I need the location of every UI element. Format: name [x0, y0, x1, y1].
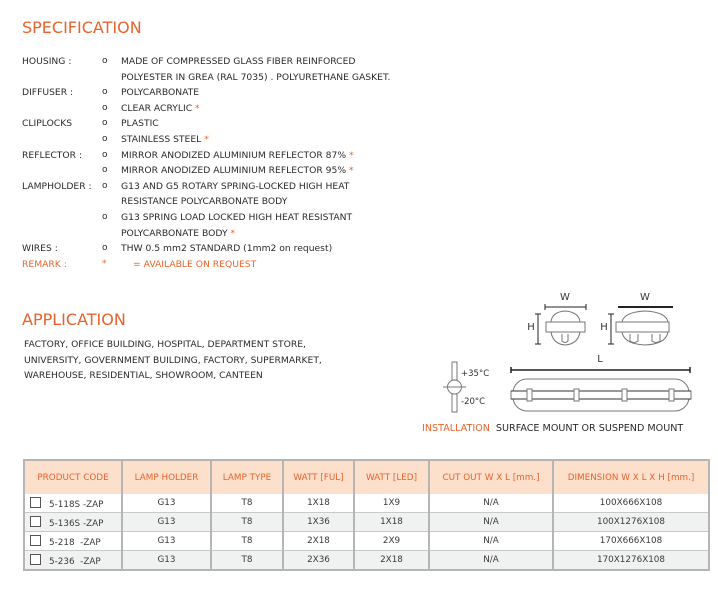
- dimension-cell: 170X1276X108: [553, 551, 709, 571]
- spec-label: REFLECTOR :: [22, 149, 83, 161]
- bullet-icon: o: [102, 118, 108, 129]
- spec-text: G13 AND G5 ROTARY SPRING-LOCKED HIGH HEAT: [121, 180, 350, 192]
- width-label: W: [640, 292, 650, 303]
- remark-text: = AVAILABLE ON REQUEST: [133, 258, 257, 270]
- installation-label: INSTALLATION: [422, 423, 490, 434]
- length-label: L: [597, 354, 603, 365]
- lamp-holder-cell: G13: [122, 551, 211, 571]
- row-checkbox[interactable]: [30, 497, 41, 508]
- watt-led-cell: 2X9: [354, 532, 429, 551]
- spec-label: DIFFUSER :: [22, 87, 74, 99]
- fixture-length-view-icon: [511, 367, 691, 411]
- spec-text: POLYESTER IN GREA (RAL 7035) . POLYURETHANE GASKET.: [121, 71, 391, 83]
- spec-label: CLIPLOCKS: [22, 118, 73, 130]
- cut-out-cell: N/A: [429, 532, 553, 551]
- asterisk: *: [204, 133, 209, 145]
- watt-ful-cell: 1X18: [283, 494, 354, 513]
- lamp-type-cell: T8: [211, 513, 283, 532]
- spec-label: HOUSING :: [22, 56, 72, 67]
- asterisk: *: [230, 227, 236, 239]
- remark-label: REMARK :: [22, 258, 67, 270]
- asterisk: *: [195, 102, 200, 114]
- lamp-type-cell: T8: [211, 532, 283, 551]
- lamp-holder-cell: G13: [122, 494, 211, 513]
- bullet-icon: o: [102, 87, 108, 98]
- watt-led-cell: 1X9: [354, 494, 429, 513]
- col-dimension: DIMENSION W X L X H [mm.]: [553, 460, 709, 494]
- table-header-row: [24, 460, 709, 494]
- spec-text: MADE OF COMPRESSED GLASS FIBER REINFORCED: [121, 56, 356, 67]
- spec-text: STAINLESS STEEL: [121, 133, 202, 145]
- spec-text: MIRROR ANODIZED ALUMINIUM REFLECTOR 95%: [121, 165, 347, 177]
- col-watt-ful: WATT [FUL]: [283, 460, 354, 494]
- dimension-cell: 170X666X108: [553, 532, 709, 551]
- product-code: 5-136S -ZAP: [49, 518, 104, 529]
- bullet-icon: o: [102, 102, 108, 113]
- product-code: 5-218 -ZAP: [49, 537, 101, 548]
- spec-text: RESISTANCE POLYCARBONATE BODY: [121, 196, 288, 208]
- watt-ful-cell: 1X36: [283, 513, 354, 532]
- installation-info: [422, 423, 683, 434]
- watt-ful-cell: 2X36: [283, 551, 354, 571]
- single-lamp-section-icon: [535, 304, 586, 345]
- max-temperature: +35°C: [461, 369, 490, 379]
- height-label: H: [527, 322, 535, 333]
- bullet-icon: o: [102, 211, 108, 222]
- spec-text: POLYCARBONATE: [121, 87, 200, 99]
- col-lamp-holder: LAMP HOLDER: [122, 460, 211, 494]
- spec-text: THW 0.5 mm2 STANDARD (1mm2 on request): [121, 243, 333, 255]
- spec-text: MIRROR ANODIZED ALUMINIUM REFLECTOR 87%: [121, 149, 347, 161]
- table-row: [24, 551, 709, 571]
- col-watt-led: WATT [LED]: [354, 460, 429, 494]
- application-line: WAREHOUSE, RESIDENTIAL, SHOWROOM, CANTEEN: [24, 370, 263, 382]
- watt-led-cell: 1X18: [354, 513, 429, 532]
- dimension-cell: 100X666X108: [553, 494, 709, 513]
- specification-title: SPECIFICATION: [22, 18, 142, 37]
- asterisk: *: [348, 149, 354, 161]
- bullet-icon: o: [102, 149, 108, 160]
- col-cut-out: CUT OUT W X L [mm.]: [429, 460, 553, 494]
- watt-led-cell: 2X18: [354, 551, 429, 571]
- spec-text: PLASTIC: [121, 118, 159, 130]
- product-code-cell: [24, 551, 122, 571]
- row-checkbox[interactable]: [30, 516, 41, 527]
- application-title: APPLICATION: [22, 310, 126, 329]
- bullet-icon: o: [102, 133, 108, 144]
- product-code: 5-118S -ZAP: [49, 499, 104, 510]
- spec-text: G13 SPRING LOAD LOCKED HIGH HEAT RESISTANT: [121, 211, 353, 223]
- installation-value: SURFACE MOUNT OR SUSPEND MOUNT: [495, 423, 684, 434]
- product-code-cell: [24, 532, 122, 551]
- product-code-cell: [24, 513, 122, 532]
- asterisk: *: [348, 165, 354, 177]
- product-code: 5-236 -ZAP: [49, 556, 101, 567]
- asterisk: *: [102, 258, 107, 269]
- product-table: [23, 459, 710, 571]
- table-row: [24, 494, 709, 513]
- application-line: FACTORY, OFFICE BUILDING, HOSPITAL, DEPARTMENT STORE,: [24, 339, 306, 350]
- row-checkbox[interactable]: [30, 554, 41, 565]
- col-product-code: PRODUCT CODE: [24, 460, 122, 494]
- width-label: W: [560, 292, 570, 303]
- min-temperature: -20°C: [461, 397, 486, 407]
- height-label: H: [600, 322, 608, 333]
- bullet-icon: o: [102, 243, 108, 254]
- spec-text: CLEAR ACRYLIC: [121, 102, 193, 114]
- table-row: [24, 532, 709, 551]
- product-code-cell: [24, 494, 122, 513]
- cut-out-cell: N/A: [429, 551, 553, 571]
- row-checkbox[interactable]: [30, 535, 41, 546]
- spec-label: WIRES :: [22, 243, 58, 255]
- cut-out-cell: N/A: [429, 494, 553, 513]
- spec-label: LAMPHOLDER :: [22, 180, 92, 192]
- watt-ful-cell: 2X18: [283, 532, 354, 551]
- bullet-icon: o: [102, 180, 108, 191]
- col-lamp-type: LAMP TYPE: [211, 460, 283, 494]
- spec-text: POLYCARBONATE BODY: [121, 227, 228, 239]
- cut-out-cell: N/A: [429, 513, 553, 532]
- bullet-icon: o: [102, 56, 108, 66]
- double-lamp-section-icon: [608, 307, 673, 345]
- lamp-type-cell: T8: [211, 494, 283, 513]
- lamp-holder-cell: G13: [122, 513, 211, 532]
- table-row: [24, 513, 709, 532]
- lamp-holder-cell: G13: [122, 532, 211, 551]
- lamp-type-cell: T8: [211, 551, 283, 571]
- bullet-icon: o: [102, 165, 108, 176]
- application-line: UNIVERSITY, GOVERNMENT BUILDING, FACTORY, SUPERMARKET,: [24, 354, 322, 366]
- dimension-cell: 100X1276X108: [553, 513, 709, 532]
